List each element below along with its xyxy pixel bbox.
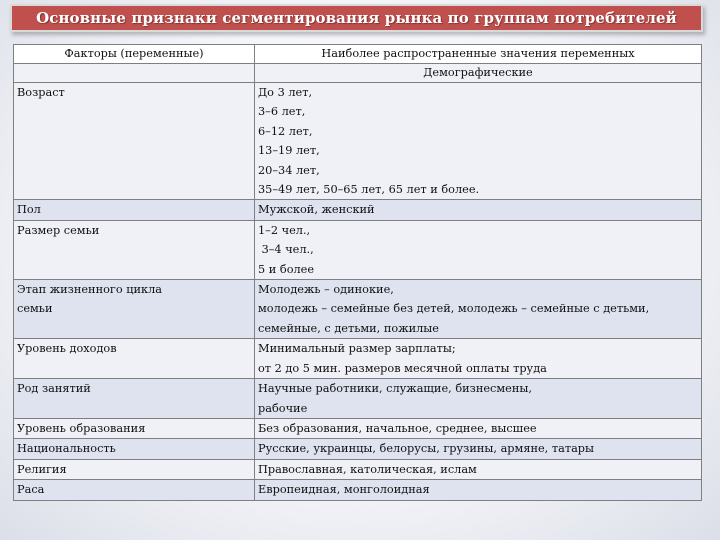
factor-text: Род занятий [17,382,91,396]
values-cell [255,280,702,339]
factor-text: семьи [17,302,53,316]
values-cell [255,220,702,279]
factor-cell [14,480,255,500]
table-row [14,280,702,339]
value-text: 1–2 чел., [258,223,311,237]
factor-cell [14,339,255,379]
factor-cell [14,220,255,279]
factor-cell [14,280,255,339]
values-cell [255,459,702,479]
values-cell [255,439,702,459]
table-row [14,83,702,200]
factor-text: Раса [17,483,45,497]
table-row [14,480,702,500]
column-header-values: Наиболее распространенные значения переменных [255,45,702,64]
factor-text: Религия [17,462,67,476]
table-row [14,379,702,419]
value-text: Мужской, женский [258,203,375,217]
factor-cell [14,459,255,479]
factor-text: Пол [17,203,41,217]
page-title: Основные признаки сегментирования рынка по группам потребителей [36,9,677,27]
table-row [14,459,702,479]
value-text: 3–4 чел., [258,243,314,257]
value-text: До 3 лет, [258,86,313,99]
values-cell [255,379,702,419]
table-row [14,220,702,279]
value-text: Русские, украинцы, белорусы, грузины, армяне, татары [258,442,595,456]
value-text: Научные работники, служащие, бизнесмены, [258,382,532,396]
value-text: 20–34 лет, [258,163,320,177]
values-cell [255,83,702,200]
value-text: Молодежь – одинокие, [258,283,394,297]
segmentation-table [13,44,702,501]
value-text: Европеидная, монголоидная [258,483,430,497]
factor-text: Национальность [17,442,116,456]
value-text: семейные, с детьми, пожилые [258,321,439,335]
table-row [14,418,702,438]
factor-cell [14,418,255,438]
value-text: от 2 до 5 мин. размеров месячной оплаты труда [258,361,547,375]
factor-text: Этап жизненного цикла [17,283,162,297]
column-header-factors: Факторы (переменные) [14,45,255,64]
table-header-row [14,45,702,64]
factor-cell [14,379,255,419]
factor-cell [14,200,255,220]
value-text: 5 и более [258,262,315,276]
factor-text: Размер семьи [17,223,100,237]
value-text: рабочие [258,401,308,415]
factor-text: Уровень доходов [17,342,117,356]
value-text: Православная, католическая, ислам [258,462,477,476]
section-row [14,64,702,83]
values-cell [255,200,702,220]
value-text: молодежь – семейные без детей, молодежь – семейные с детьми, [258,302,650,316]
value-text: 13–19 лет, [258,144,320,158]
value-text: Без образования, начальное, среднее, высшее [258,421,537,435]
table-row [14,339,702,379]
factor-cell [14,83,255,200]
values-cell [255,339,702,379]
section-title: Демографические [255,64,702,83]
table-row [14,439,702,459]
factor-cell [14,439,255,459]
value-text: 35–49 лет, 50–65 лет, 65 лет и более. [258,183,480,197]
factor-text: Уровень образования [17,421,146,435]
value-text: 6–12 лет, [258,124,313,138]
title-banner [10,4,703,32]
table-row [14,200,702,220]
values-cell [255,418,702,438]
value-text: Минимальный размер зарплаты; [258,342,456,356]
value-text: 3–6 лет, [258,105,306,119]
factor-text: Возраст [17,86,65,99]
values-cell [255,480,702,500]
